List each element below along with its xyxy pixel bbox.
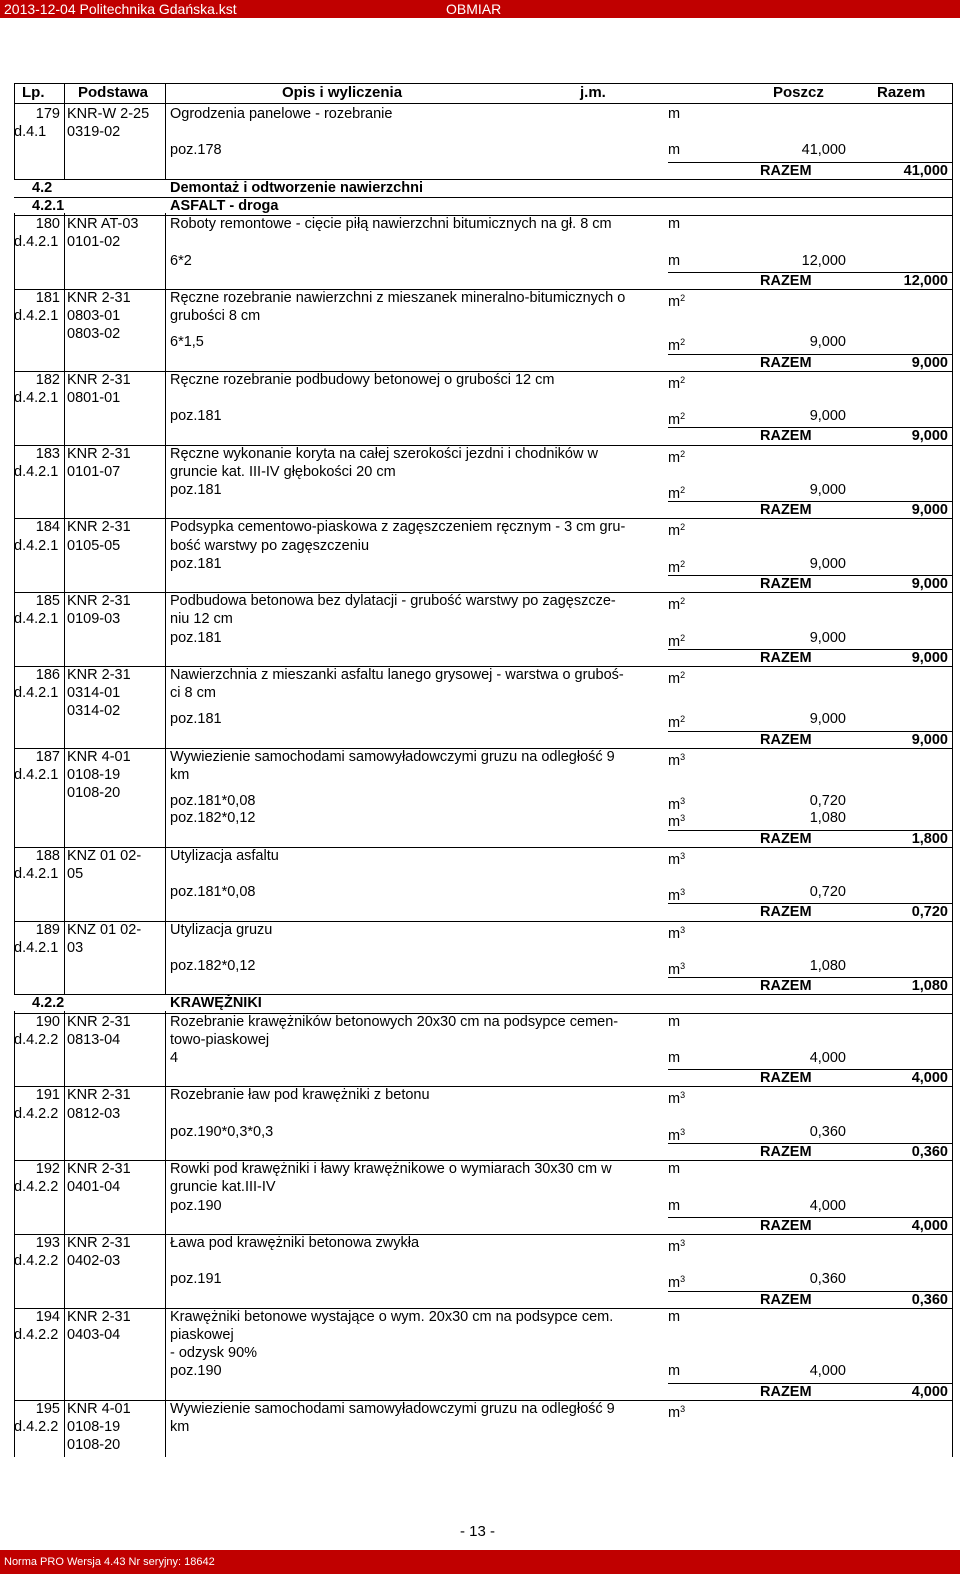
razem-value: 9,000 (911, 354, 948, 371)
razem-value: 4,000 (911, 1070, 948, 1087)
knr-code-2: 0812-03 (67, 1105, 121, 1122)
description-line: km (170, 767, 190, 783)
knr-code: KNR 4-01 (67, 748, 131, 765)
description-line: Utylizacja asfaltu (170, 847, 279, 864)
unit: m (668, 216, 681, 233)
knr-code: KNR 2-31 (67, 1013, 131, 1030)
razem-label: RAZEM (760, 830, 812, 847)
calc-expression: poz.190 (170, 1197, 222, 1214)
razem-value: 9,000 (911, 731, 948, 748)
unit: $m^3$ (668, 1090, 686, 1108)
knr-code-3: 0314-02 (67, 703, 121, 720)
calc-unit: $m^2$ (668, 411, 686, 429)
calc-value: 0,360 (809, 1123, 846, 1140)
column-divider (64, 1158, 65, 1234)
calc-unit: $m^2$ (668, 714, 686, 732)
calc-unit: m (668, 1197, 681, 1214)
razem-label: RAZEM (760, 354, 812, 371)
column-divider (14, 1398, 15, 1458)
section-ref: d.4.2.2 (14, 1419, 59, 1435)
description-line: Rowki pod krawężniki i ławy krawężnikowe o wymiarach 30x30 cm w (170, 1161, 612, 1178)
position-number: 188 (35, 847, 60, 864)
calc-value: 0,720 (809, 884, 846, 901)
section-ref: d.4.2.1 (14, 308, 59, 325)
calc-unit: $m^3$ (668, 813, 686, 831)
description-line: Wywiezienie samochodami samowyładowczymi gruzu na odległość 9 (170, 748, 615, 765)
razem-value: 41,000 (903, 162, 948, 179)
description-line: Roboty remontowe - cięcie piłą nawierzchni bitumicznych na gł. 8 cm (170, 216, 612, 233)
column-divider (165, 746, 166, 847)
razem-value: 9,000 (911, 428, 948, 445)
position-number: 195 (35, 1400, 60, 1417)
column-divider (14, 1158, 15, 1234)
column-divider (64, 919, 65, 995)
position-number: 194 (35, 1308, 60, 1325)
column-divider (64, 1398, 65, 1458)
position-number: 190 (35, 1013, 60, 1030)
description-line: towo-piaskowej (170, 1031, 270, 1048)
knr-code-2: 0403-04 (67, 1327, 121, 1343)
description-line: Podsypka cementowo-piaskowa z zagęszczeniem ręcznym - 3 cm gru- (170, 519, 626, 536)
column-divider (165, 83, 166, 104)
column-divider (14, 919, 15, 995)
knr-code: KNZ 01 02- (67, 847, 142, 864)
description-line: Ręczne rozebranie podbudowy betonowej o grubości 12 cm (170, 371, 555, 388)
calc-unit: $m^3$ (668, 887, 686, 905)
column-divider (14, 287, 15, 371)
column-divider (14, 1084, 15, 1160)
column-divider (64, 1306, 65, 1400)
calc-unit: $m^3$ (668, 1126, 686, 1144)
razem-label: RAZEM (760, 502, 812, 519)
section-number: 4.2.2 (32, 995, 65, 1012)
calc-expression: 6*1,5 (170, 334, 204, 351)
knr-code-2: 0101-07 (67, 463, 121, 480)
position-number: 193 (35, 1235, 60, 1251)
column-header-lp: Lp. (22, 84, 45, 101)
column-divider (165, 287, 166, 371)
column-divider (14, 213, 15, 289)
column-divider (14, 83, 15, 104)
calc-expression: poz.191 (170, 1271, 222, 1288)
knr-code: KNR AT-03 (67, 216, 139, 233)
column-divider (64, 746, 65, 847)
section-number: 4.2.1 (32, 198, 65, 214)
knr-code: KNR 2-31 (67, 1087, 131, 1104)
razem-value: 0,360 (911, 1291, 948, 1308)
section-ref: d.4.2.1 (14, 463, 59, 480)
knr-code: KNR 2-31 (67, 371, 131, 388)
column-divider (165, 103, 166, 179)
razem-value: 1,080 (911, 978, 948, 995)
column-divider (14, 443, 15, 519)
row-divider (14, 994, 952, 995)
calc-unit: m (668, 1363, 681, 1380)
column-divider (14, 746, 15, 847)
unit: $m^2$ (668, 522, 686, 540)
knr-code-2: 0101-02 (67, 234, 121, 251)
position-number: 181 (35, 290, 60, 306)
column-header-razem: Razem (877, 84, 926, 101)
section-ref: d.4.2.2 (14, 1105, 59, 1122)
knr-code-2: 0803-01 (67, 308, 121, 325)
section-ref: d.4.1 (14, 124, 47, 141)
calc-value: 4,000 (809, 1050, 846, 1066)
calc-value: 9,000 (809, 555, 846, 572)
knr-code-2: 0314-01 (67, 685, 121, 702)
section-title: KRAWĘŻNIKI (170, 995, 262, 1012)
column-divider (165, 443, 166, 519)
section-title: ASFALT - droga (170, 198, 279, 214)
calc-value: 0,360 (809, 1271, 846, 1288)
section-title: Demontaż i odtworzenie nawierzchni (170, 179, 423, 196)
column-divider (64, 83, 65, 104)
description-line: piaskowej (170, 1327, 234, 1343)
section-ref: d.4.2.1 (14, 234, 59, 251)
column-divider (64, 1084, 65, 1160)
column-divider (64, 845, 65, 921)
knr-code-3: 0803-02 (67, 326, 121, 343)
knr-code: KNR 2-31 (67, 519, 131, 536)
description-line: Ława pod krawężniki betonowa zwykła (170, 1235, 420, 1251)
calc-value: 41,000 (801, 142, 846, 159)
column-divider (14, 369, 15, 445)
razem-value: 1,800 (911, 830, 948, 847)
description-line: Nawierzchnia z mieszanki asfaltu lanego grysowej - warstwa o gruboś- (170, 667, 624, 683)
knr-code-2: 0108-19 (67, 767, 121, 783)
unit: m (668, 106, 681, 122)
razem-value: 4,000 (911, 1217, 948, 1234)
calc-unit: m (668, 252, 681, 269)
description-line: km (170, 1419, 190, 1435)
razem-value: 9,000 (911, 576, 948, 592)
calc-expression: poz.181 (170, 629, 222, 646)
razem-value: 4,000 (911, 1383, 948, 1400)
unit: $m^2$ (668, 670, 686, 687)
knr-code-3: 0108-20 (67, 785, 121, 802)
column-divider (952, 83, 953, 1457)
razem-label: RAZEM (760, 978, 812, 995)
calc-unit: $m^3$ (668, 1274, 686, 1292)
column-divider (64, 213, 65, 289)
calc-unit: $m^2$ (668, 632, 686, 650)
knr-code-2: 0319-02 (67, 124, 121, 141)
position-number: 182 (35, 371, 60, 388)
footer-bar (0, 1550, 960, 1574)
file-title: 2013-12-04 Politechnika Gdańska.kst (4, 1, 237, 17)
knr-code-2: 0801-01 (67, 390, 121, 406)
calc-expression: poz.182*0,12 (170, 810, 256, 827)
window-title-bar (0, 0, 960, 18)
position-number: 187 (35, 748, 60, 765)
description-line: niu 12 cm (170, 611, 233, 628)
calc-expression: poz.181*0,08 (170, 793, 256, 810)
description-line: Podbudowa betonowa bez dylatacji - grubość warstwy po zagęszcze- (170, 593, 616, 610)
knr-code-2: 05 (67, 866, 84, 882)
column-header-poszcz: Poszcz (773, 84, 824, 101)
calc-expression: poz.190 (170, 1363, 222, 1380)
unit: $m^2$ (668, 596, 686, 614)
section-number: 4.2 (32, 179, 53, 196)
unit: $m^3$ (668, 1403, 686, 1421)
row-divider (14, 197, 952, 198)
column-header-opis: Opis i wyliczenia (282, 84, 403, 101)
calc-unit: m (668, 142, 681, 159)
knr-code-2: 0813-04 (67, 1031, 121, 1048)
description-line: Ogrodzenia panelowe - rozebranie (170, 106, 393, 122)
calc-expression: 4 (170, 1050, 179, 1066)
razem-label: RAZEM (760, 1383, 812, 1400)
column-divider (64, 287, 65, 371)
calc-value: 9,000 (809, 408, 846, 425)
calc-value: 9,000 (809, 482, 846, 498)
unit: $m^2$ (668, 448, 686, 466)
description-line: Ręczne rozebranie nawierzchni z mieszanek mineralno-bitumicznych o (170, 290, 626, 306)
calc-unit: $m^2$ (668, 337, 686, 355)
razem-label: RAZEM (760, 649, 812, 666)
calc-expression: poz.181 (170, 408, 222, 425)
column-header-jm: j.m. (580, 84, 606, 101)
unit: $m^2$ (668, 293, 686, 310)
position-number: 179 (35, 106, 60, 122)
row-divider (14, 1234, 952, 1235)
description-line: bość warstwy po zagęszczeniu (170, 537, 370, 554)
row-divider (14, 103, 952, 104)
column-divider (165, 516, 166, 592)
razem-label: RAZEM (760, 1291, 812, 1308)
calc-unit: $m^3$ (668, 796, 686, 814)
razem-label: RAZEM (760, 1217, 812, 1234)
calc-expression: poz.178 (170, 142, 222, 159)
position-number: 192 (35, 1161, 60, 1178)
position-number: 185 (35, 593, 60, 610)
column-divider (14, 845, 15, 921)
row-divider (14, 847, 952, 848)
calc-value: 9,000 (809, 711, 846, 728)
unit: m (668, 1161, 681, 1178)
column-divider (14, 1232, 15, 1308)
column-divider (14, 590, 15, 666)
column-divider (165, 1306, 166, 1400)
knr-code-3: 0108-20 (67, 1437, 121, 1454)
razem-label: RAZEM (760, 1144, 812, 1160)
description-line: Utylizacja gruzu (170, 921, 273, 938)
description-line: Wywiezienie samochodami samowyładowczymi gruzu na odległość 9 (170, 1400, 615, 1417)
page-number: - 13 - (460, 1523, 496, 1540)
description-line: Ręczne wykonanie koryta na całej szerokości jezdni i chodników w (170, 445, 598, 462)
knr-code: KNR 2-31 (67, 1161, 131, 1178)
section-ref: d.4.2.1 (14, 685, 59, 702)
knr-code-2: 0108-19 (67, 1419, 121, 1435)
column-divider (64, 443, 65, 519)
column-header-podstawa: Podstawa (78, 84, 149, 101)
calc-unit: $m^2$ (668, 558, 686, 576)
calc-value: 0,720 (809, 793, 846, 810)
column-divider (165, 1232, 166, 1308)
calc-unit: m (668, 1050, 681, 1066)
row-divider (14, 179, 952, 180)
knr-code-2: 03 (67, 939, 84, 956)
unit: $m^3$ (668, 751, 686, 769)
footer-text: Norma PRO Wersja 4.43 Nr seryjny: 18642 (4, 1556, 215, 1568)
column-divider (165, 919, 166, 995)
description-line: Rozebranie ław pod krawężniki z betonu (170, 1087, 430, 1104)
column-divider (64, 664, 65, 748)
knr-code: KNR 2-31 (67, 1308, 131, 1325)
description-line: gruncie kat. III-IV głębokości 20 cm (170, 463, 396, 480)
column-divider (14, 664, 15, 748)
razem-value: 12,000 (903, 272, 948, 289)
section-ref: d.4.2.1 (14, 866, 59, 882)
razem-label: RAZEM (760, 576, 812, 592)
razem-label: RAZEM (760, 272, 812, 289)
knr-code-2: 0109-03 (67, 611, 121, 628)
knr-code: KNR 2-31 (67, 1235, 131, 1251)
section-ref: d.4.2.1 (14, 939, 59, 956)
section-ref: d.4.2.1 (14, 537, 59, 554)
section-ref: d.4.2.2 (14, 1179, 59, 1196)
column-divider (165, 1158, 166, 1234)
calc-value: 9,000 (809, 629, 846, 646)
razem-value: 9,000 (911, 649, 948, 666)
column-divider (165, 845, 166, 921)
column-divider (64, 1011, 65, 1087)
column-divider (165, 590, 166, 666)
column-divider (14, 1011, 15, 1087)
calc-value: 4,000 (809, 1197, 846, 1214)
section-ref: d.4.2.2 (14, 1327, 59, 1343)
column-divider (14, 1306, 15, 1400)
knr-code: KNR 2-31 (67, 593, 131, 610)
row-divider (14, 83, 952, 84)
column-divider (165, 1398, 166, 1458)
description-line: gruncie kat.III-IV (170, 1179, 276, 1196)
knr-code-2: 0105-05 (67, 537, 121, 554)
section-ref: d.4.2.2 (14, 1253, 59, 1270)
knr-code: KNR 2-31 (67, 290, 131, 306)
column-divider (64, 103, 65, 179)
section-ref: d.4.2.2 (14, 1031, 59, 1048)
calc-expression: poz.190*0,3*0,3 (170, 1123, 274, 1140)
column-divider (64, 516, 65, 592)
unit: $m^3$ (668, 1238, 686, 1255)
unit: m (668, 1013, 681, 1030)
calc-expression: poz.181*0,08 (170, 884, 256, 901)
razem-label: RAZEM (760, 731, 812, 748)
calc-value: 1,080 (809, 958, 846, 974)
column-divider (165, 369, 166, 445)
column-divider (14, 103, 15, 179)
row-divider (14, 921, 952, 922)
calc-expression: 6*2 (170, 252, 192, 269)
section-ref: d.4.2.1 (14, 611, 59, 628)
calc-expression: poz.181 (170, 482, 222, 498)
column-divider (64, 369, 65, 445)
knr-code: KNR 2-31 (67, 445, 131, 462)
description-line: Rozebranie krawężników betonowych 20x30 cm na podsypce cemen- (170, 1013, 619, 1030)
position-number: 191 (35, 1087, 60, 1104)
position-number: 180 (35, 216, 60, 233)
unit: $m^3$ (668, 850, 686, 868)
column-divider (14, 516, 15, 592)
calc-expression: poz.182*0,12 (170, 958, 256, 974)
description-line: grubości 8 cm (170, 308, 261, 325)
description-line: ci 8 cm (170, 685, 216, 702)
razem-label: RAZEM (760, 904, 812, 921)
calc-expression: poz.181 (170, 711, 222, 728)
knr-code: KNR 4-01 (67, 1400, 131, 1417)
razem-value: 0,360 (911, 1144, 948, 1160)
section-ref: d.4.2.1 (14, 767, 59, 783)
column-divider (64, 590, 65, 666)
calc-value: 4,000 (809, 1363, 846, 1380)
position-number: 184 (35, 519, 60, 536)
razem-value: 9,000 (911, 502, 948, 519)
knr-code: KNR 2-31 (67, 667, 131, 683)
knr-code-2: 0401-04 (67, 1179, 121, 1196)
knr-code-2: 0402-03 (67, 1253, 121, 1270)
calc-value: 1,080 (809, 810, 846, 827)
position-number: 183 (35, 445, 60, 462)
column-divider (165, 664, 166, 748)
knr-code: KNR-W 2-25 (67, 106, 150, 122)
description-line: - odzysk 90% (170, 1345, 258, 1362)
calc-expression: poz.181 (170, 555, 222, 572)
calc-value: 12,000 (801, 252, 846, 269)
column-divider (165, 1084, 166, 1160)
description-line: Krawężniki betonowe wystające o wym. 20x30 cm na podsypce cem. (170, 1308, 614, 1325)
unit: m (668, 1308, 681, 1325)
position-number: 189 (35, 921, 60, 938)
row-divider (14, 1086, 952, 1087)
razem-label: RAZEM (760, 1070, 812, 1087)
calc-value: 9,000 (809, 334, 846, 351)
column-divider (165, 1011, 166, 1087)
column-divider (165, 213, 166, 289)
section-ref: d.4.2.1 (14, 390, 59, 406)
razem-label: RAZEM (760, 162, 812, 179)
unit: $m^3$ (668, 924, 686, 942)
column-divider (64, 1232, 65, 1308)
calc-unit: $m^3$ (668, 961, 686, 978)
razem-value: 0,720 (911, 904, 948, 921)
knr-code: KNZ 01 02- (67, 921, 142, 938)
unit: $m^2$ (668, 374, 686, 392)
calc-unit: $m^2$ (668, 485, 686, 502)
position-number: 186 (35, 667, 60, 683)
razem-label: RAZEM (760, 428, 812, 445)
document-type: OBMIAR (446, 1, 502, 17)
